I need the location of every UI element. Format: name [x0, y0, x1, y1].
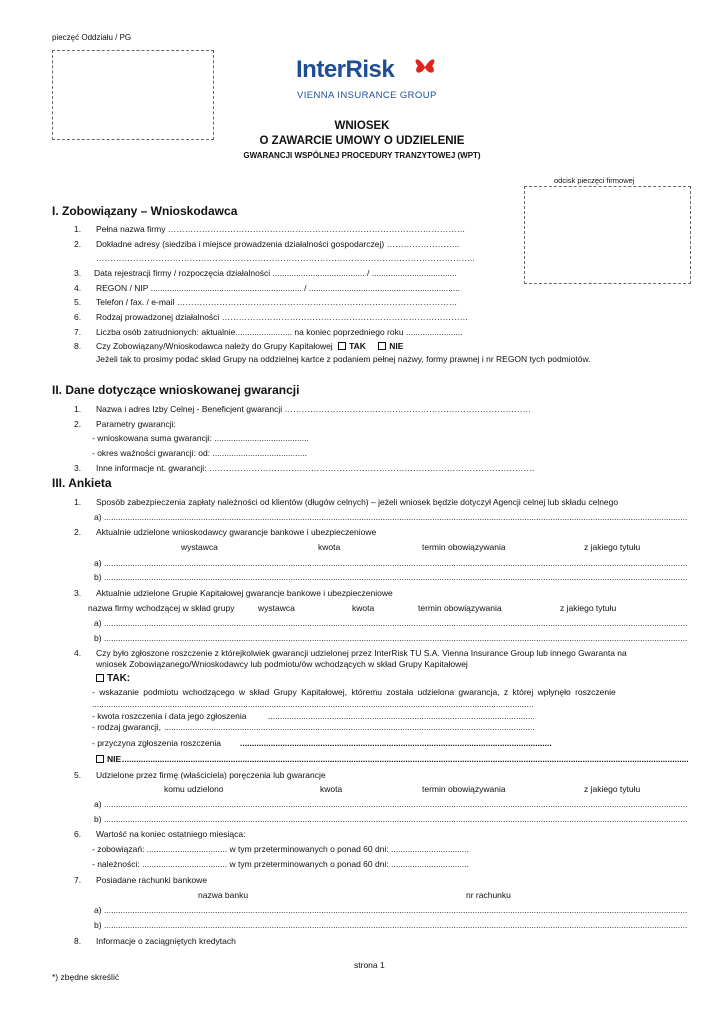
q5-b-label: b) — [94, 814, 102, 824]
q4-tak-label: TAK: — [107, 673, 131, 684]
q5-col-tytul: z jakiego tytułu — [584, 784, 641, 794]
title-line1: WNIOSEK — [334, 120, 390, 132]
q7-col-nr: nr rachunku — [466, 890, 511, 900]
s1-num-1: 1. — [74, 224, 82, 234]
s2-item-1[interactable]: Nazwa i adres Izby Celnej - Beneficjent gwarancji …………………………………………………………………………… — [96, 404, 532, 414]
s2-item-3[interactable]: Inne informacje nt. gwarancji: ……………………………………………………………………………………………………. — [96, 463, 535, 473]
s1-num-6: 6. — [74, 312, 82, 322]
q4-sub2-line[interactable] — [268, 711, 534, 721]
s2-num-2: 2. — [74, 419, 82, 429]
q6-text: Wartość na koniec ostatniego miesiąca: — [96, 829, 246, 839]
q5-num: 5. — [74, 770, 82, 780]
s1-item-5[interactable]: Telefon / fax. / e-mail ……………………………………………………………………………………… — [96, 297, 458, 307]
q4-nie-checkbox[interactable] — [96, 755, 104, 763]
q3-col-tytul: z jakiego tytułu — [560, 603, 617, 613]
q1-a-label: a) — [94, 512, 102, 522]
s1-item-4[interactable]: REGON / NIP ................................................................ / ................................................................ — [96, 283, 460, 293]
title-line2: O ZAWARCIE UMOWY O UDZIELENIE — [259, 135, 465, 147]
section3-heading: III. Ankieta — [52, 476, 112, 490]
q2-col-wystawca: wystawca — [181, 542, 218, 552]
q7-a-label: a) — [94, 905, 102, 915]
section1-heading: I. Zobowiązany – Wnioskodawca — [52, 204, 238, 218]
butterfly-icon — [414, 53, 436, 79]
nie-label: NIE — [389, 341, 404, 351]
branch-stamp-label: pieczęć Oddziału / PG — [52, 33, 132, 42]
company-stamp-label: odcisk pieczęci firmowej — [554, 176, 635, 185]
s2-item-2b[interactable]: - okres ważności gwarancji: od: ........................................ — [92, 448, 307, 458]
q6-a[interactable]: - zobowiązań: .................................. w tym przeterminowanych o ponad 60 dni: ................................. — [92, 844, 469, 854]
q4-nie-label: NIE — [107, 754, 122, 764]
q7-num: 7. — [74, 875, 82, 885]
q2-text: Aktualnie udzielone wnioskodawcy gwarancje bankowe i ubezpieczeniowe — [96, 527, 377, 537]
s1-num-8: 8. — [74, 341, 82, 351]
q5-a-line[interactable] — [104, 799, 688, 809]
q1-text: Sposób zabezpieczenia zapłaty należności od klientów (długów celnych) – jeżeli wniosek będzie dotyczył Agencji celnej lub składu celnego — [96, 497, 619, 507]
q2-a-label: a) — [94, 558, 102, 568]
q5-a-label: a) — [94, 799, 102, 809]
q4-sub1: - wskazanie podmiotu wchodzącego w skład Grupy Kapitałowej, któremu została udzielona gwarancja, z której wpłynęło roszczenie — [92, 687, 616, 697]
q1-num: 1. — [74, 497, 82, 507]
s1-item-8 — [96, 341, 403, 351]
q4-nie-line[interactable] — [122, 754, 688, 764]
q6-num: 6. — [74, 829, 82, 839]
q8-text: Informacje o zaciągniętych kredytach — [96, 936, 236, 946]
q4-sub1-line[interactable] — [92, 699, 534, 709]
q3-col-firma: nazwa firmy wchodzącej w skład grupy — [88, 603, 235, 613]
s1-item-6[interactable]: Rodzaj prowadzonej działalności …………………………………………………………………………… — [96, 312, 469, 322]
q1-a-line[interactable] — [104, 512, 688, 522]
s1-item-2[interactable]: Dokładne adresy (siedziba i miejsce prowadzenia działalności gospodarczej) …………………….. — [96, 239, 460, 249]
q7-text: Posiadane rachunki bankowe — [96, 875, 208, 885]
q4-sub3: - rodzaj gwarancji, — [92, 722, 161, 732]
q4-nie — [96, 754, 121, 764]
q2-col-tytul: z jakiego tytułu — [584, 542, 641, 552]
tak-label: TAK — [349, 341, 366, 351]
q4-sub2: - kwota roszczenia i data jego zgłoszenia — [92, 711, 247, 721]
s2-item-2a[interactable]: - wnioskowana suma gwarancji: ........................................ — [92, 433, 309, 443]
s1-num-7: 7. — [74, 327, 82, 337]
q3-b-line[interactable] — [104, 633, 688, 643]
nie-checkbox[interactable] — [378, 342, 386, 350]
q3-col-kwota: kwota — [352, 603, 375, 613]
company-stamp-box — [524, 186, 691, 284]
q3-a-line[interactable] — [104, 618, 688, 628]
title-line3: GWARANCJI WSPÓLNEJ PROCEDURY TRANZYTOWEJ (WPT) — [243, 151, 481, 160]
s1-item-7[interactable]: Liczba osób zatrudnionych: aktualnie........................ na koniec poprzedniego roku ........................ — [96, 327, 463, 337]
s2-num-1: 1. — [74, 404, 82, 414]
q5-b-line[interactable] — [104, 814, 688, 824]
q2-col-termin: termin obowiązywania — [422, 542, 506, 552]
footnote: *) zbędne skreślić — [52, 972, 120, 982]
tak-checkbox[interactable] — [338, 342, 346, 350]
interrisk-logo — [296, 52, 446, 108]
s1-num-4: 4. — [74, 283, 82, 293]
q4-sub3-line[interactable] — [164, 722, 534, 732]
section2-heading: II. Dane dotyczące wnioskowanej gwarancji — [52, 383, 300, 397]
q7-a-line[interactable] — [104, 905, 688, 915]
q8-num: 8. — [74, 936, 82, 946]
q4-sub4-line[interactable] — [240, 738, 552, 748]
q7-b-label: b) — [94, 920, 102, 930]
branch-stamp-box — [52, 50, 214, 140]
q2-a-line[interactable] — [104, 558, 688, 568]
q2-b-line[interactable] — [104, 572, 688, 582]
q4-tak-checkbox[interactable] — [96, 674, 104, 682]
s2-num-3: 3. — [74, 463, 82, 473]
logo-subtitle: VIENNA INSURANCE GROUP — [297, 90, 437, 101]
q5-col-komu: komu udzielono — [164, 784, 224, 794]
q7-col-bank: nazwa banku — [198, 890, 249, 900]
s1-num-2: 2. — [74, 239, 82, 249]
s2-item-2: Parametry gwarancji: — [96, 419, 176, 429]
s1-item-1[interactable]: Pełna nazwa firmy …………………………………………………………………………………………… — [96, 224, 466, 234]
s1-num-5: 5. — [74, 297, 82, 307]
q5-col-termin: termin obowiązywania — [422, 784, 506, 794]
q6-b[interactable]: - należności: .................................... w tym przeterminowanych o ponad 60 dni: ................................. — [92, 859, 469, 869]
q4-sub4: - przyczyna zgłoszenia roszczenia — [92, 738, 221, 748]
q4-tak — [96, 673, 130, 684]
q2-num: 2. — [74, 527, 82, 537]
logo-name: InterRisk — [296, 56, 395, 83]
q3-col-wystawca: wystawca — [258, 603, 295, 613]
q2-b-label: b) — [94, 572, 102, 582]
s1-item-8-cont: Jeżeli tak to prosimy podać skład Grupy na oddzielnej kartce z podaniem pełnej nazwy, formy prawnej i nr REGON tych podmiotów. — [96, 354, 591, 364]
q5-col-kwota: kwota — [320, 784, 343, 794]
q2-col-kwota: kwota — [318, 542, 341, 552]
s1-item-3[interactable]: Data rejestracji firmy / rozpoczęcia działalności ....................................... / .................................... — [94, 268, 457, 278]
s1-item-8-label: Czy Zobowiązany/Wnioskodawca należy do Grupy Kapitałowej — [96, 341, 333, 351]
q3-num: 3. — [74, 588, 82, 598]
s1-item-2-cont[interactable]: …………………………………………………………………………………………………………………….. — [96, 253, 475, 263]
page-number: strona 1 — [354, 960, 385, 970]
q3-a-label: a) — [94, 618, 102, 628]
s1-num-3: 3. — [74, 268, 82, 278]
q3-b-label: b) — [94, 633, 102, 643]
q4-num: 4. — [74, 648, 82, 658]
q4-line2: wniosek Zobowiązanego/Wnioskodawcy lub podmiotu/ów wchodzących w skład Grupy Kapitałowej — [96, 659, 468, 669]
q4-line1: Czy było zgłoszone roszczenie z którejkolwiek gwarancji udzielonej przez InterRisk TU S.A. Vienna Insurance Group lub innego Gwaranta na — [96, 648, 627, 658]
q5-text: Udzielone przez firmę (właściciela) poręczenia lub gwarancje — [96, 770, 326, 780]
q7-b-line[interactable] — [104, 920, 688, 930]
q3-col-termin: termin obowiązywania — [418, 603, 502, 613]
q3-text: Aktualnie udzielone Grupie Kapitałowej gwarancje bankowe i ubezpieczeniowe — [96, 588, 393, 598]
